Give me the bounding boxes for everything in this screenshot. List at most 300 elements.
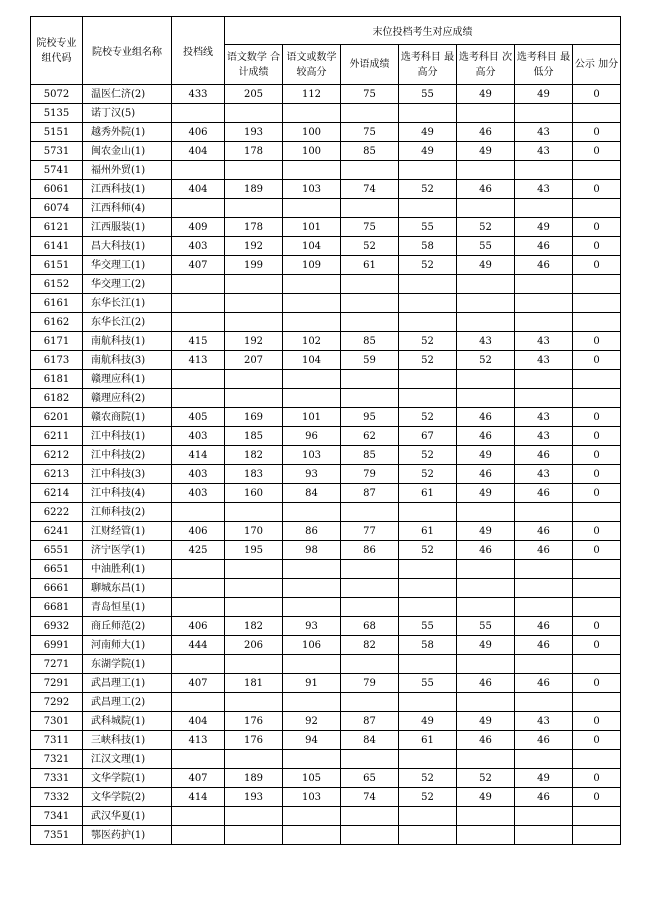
cutoff-score-cell — [172, 750, 225, 769]
chinese-math-total-cell — [225, 275, 283, 294]
table-row — [31, 161, 621, 180]
foreign-language-cell — [341, 807, 399, 826]
group-name-cell: 江中科技(2) — [83, 446, 172, 465]
chinese-math-total-cell — [225, 294, 283, 313]
foreign-language-cell: 65 — [341, 769, 399, 788]
foreign-language-cell — [341, 693, 399, 712]
group-code-cell: 7321 — [31, 750, 83, 769]
group-code-cell: 5741 — [31, 161, 83, 180]
group-code-cell: 6222 — [31, 503, 83, 522]
elective-second-cell — [457, 389, 515, 408]
elective-lowest-cell — [515, 655, 573, 674]
elective-second-cell: 49 — [457, 522, 515, 541]
elective-highest-cell: 61 — [399, 731, 457, 750]
elective-second-cell — [457, 560, 515, 579]
elective-highest-cell — [399, 750, 457, 769]
elective-second-cell — [457, 161, 515, 180]
cutoff-score-cell: 406 — [172, 123, 225, 142]
group-code-cell: 6212 — [31, 446, 83, 465]
chinese-math-total-cell: 176 — [225, 712, 283, 731]
bonus-points-cell: 0 — [573, 522, 621, 541]
chinese-math-total-cell: 192 — [225, 332, 283, 351]
elective-lowest-cell — [515, 579, 573, 598]
elective-highest-cell — [399, 275, 457, 294]
chinese-or-math-higher-cell — [283, 750, 341, 769]
elective-lowest-cell: 43 — [515, 123, 573, 142]
elective-highest-cell: 52 — [399, 541, 457, 560]
group-code-cell: 7331 — [31, 769, 83, 788]
group-code-cell: 6173 — [31, 351, 83, 370]
cutoff-score-cell: 403 — [172, 427, 225, 446]
elective-second-cell: 49 — [457, 446, 515, 465]
bonus-points-cell: 0 — [573, 465, 621, 484]
elective-lowest-cell — [515, 275, 573, 294]
group-code-cell: 6201 — [31, 408, 83, 427]
chinese-math-total-cell — [225, 693, 283, 712]
chinese-or-math-higher-cell — [283, 313, 341, 332]
group-name-cell: 闽农金山(1) — [83, 142, 172, 161]
chinese-or-math-higher-cell: 102 — [283, 332, 341, 351]
group-name-cell: 武科城院(1) — [83, 712, 172, 731]
chinese-or-math-higher-cell: 84 — [283, 484, 341, 503]
chinese-math-total-cell: 193 — [225, 123, 283, 142]
group-code-cell: 7341 — [31, 807, 83, 826]
elective-second-cell: 49 — [457, 85, 515, 104]
foreign-language-cell: 62 — [341, 427, 399, 446]
elective-lowest-cell: 49 — [515, 769, 573, 788]
elective-lowest-cell — [515, 807, 573, 826]
elective-lowest-cell — [515, 104, 573, 123]
table-row — [31, 788, 621, 807]
table-row — [31, 750, 621, 769]
chinese-math-total-cell: 193 — [225, 788, 283, 807]
cutoff-score-cell — [172, 560, 225, 579]
elective-lowest-cell: 43 — [515, 427, 573, 446]
foreign-language-cell: 87 — [341, 712, 399, 731]
elective-lowest-cell — [515, 826, 573, 845]
group-name-cell: 诺丁汉(5) — [83, 104, 172, 123]
chinese-math-total-cell: 182 — [225, 446, 283, 465]
bonus-points-cell: 0 — [573, 636, 621, 655]
foreign-language-cell: 86 — [341, 541, 399, 560]
cutoff-score-cell — [172, 693, 225, 712]
bonus-points-cell — [573, 560, 621, 579]
bonus-points-cell — [573, 807, 621, 826]
elective-highest-cell: 67 — [399, 427, 457, 446]
chinese-or-math-higher-cell: 91 — [283, 674, 341, 693]
table-row — [31, 142, 621, 161]
group-code-cell: 6162 — [31, 313, 83, 332]
group-name-cell: 江西科技(1) — [83, 180, 172, 199]
bonus-points-cell: 0 — [573, 788, 621, 807]
group-code-cell: 7301 — [31, 712, 83, 731]
elective-second-cell: 49 — [457, 484, 515, 503]
chinese-or-math-higher-cell: 101 — [283, 408, 341, 427]
elective-second-cell: 46 — [457, 731, 515, 750]
bonus-points-cell — [573, 655, 621, 674]
cutoff-score-cell: 404 — [172, 180, 225, 199]
group-code-cell: 5135 — [31, 104, 83, 123]
elective-highest-cell: 55 — [399, 85, 457, 104]
chinese-or-math-higher-cell: 94 — [283, 731, 341, 750]
elective-second-cell: 52 — [457, 769, 515, 788]
foreign-language-cell: 85 — [341, 446, 399, 465]
foreign-language-cell: 79 — [341, 674, 399, 693]
group-name-cell: 江中科技(3) — [83, 465, 172, 484]
bonus-points-cell: 0 — [573, 712, 621, 731]
group-code-cell: 6061 — [31, 180, 83, 199]
elective-second-cell: 46 — [457, 465, 515, 484]
table-row — [31, 826, 621, 845]
elective-second-cell — [457, 655, 515, 674]
foreign-language-cell — [341, 579, 399, 598]
table-row — [31, 123, 621, 142]
chinese-or-math-higher-cell: 109 — [283, 256, 341, 275]
elective-second-cell: 46 — [457, 123, 515, 142]
table-row — [31, 199, 621, 218]
table-row — [31, 313, 621, 332]
elective-second-cell — [457, 598, 515, 617]
elective-highest-cell — [399, 560, 457, 579]
chinese-math-total-cell — [225, 560, 283, 579]
elective-lowest-cell: 49 — [515, 85, 573, 104]
chinese-math-total-cell: 189 — [225, 180, 283, 199]
elective-lowest-cell: 43 — [515, 142, 573, 161]
table-row — [31, 275, 621, 294]
group-name-cell: 江西科师(4) — [83, 199, 172, 218]
bonus-points-cell — [573, 294, 621, 313]
foreign-language-cell — [341, 370, 399, 389]
table-row — [31, 294, 621, 313]
cutoff-score-cell — [172, 503, 225, 522]
foreign-language-cell — [341, 389, 399, 408]
group-code-cell: 5072 — [31, 85, 83, 104]
group-name-cell: 商丘师范(2) — [83, 617, 172, 636]
elective-second-cell: 46 — [457, 427, 515, 446]
group-name-cell: 江财经管(1) — [83, 522, 172, 541]
header-foreign-language: 外语成绩 — [341, 45, 399, 85]
group-code-cell: 6161 — [31, 294, 83, 313]
elective-second-cell: 49 — [457, 712, 515, 731]
chinese-or-math-higher-cell: 103 — [283, 180, 341, 199]
table-row — [31, 237, 621, 256]
group-code-cell: 5731 — [31, 142, 83, 161]
elective-second-cell: 49 — [457, 256, 515, 275]
foreign-language-cell — [341, 161, 399, 180]
group-name-cell: 江中科技(1) — [83, 427, 172, 446]
foreign-language-cell — [341, 503, 399, 522]
elective-highest-cell: 52 — [399, 465, 457, 484]
cutoff-score-cell: 407 — [172, 674, 225, 693]
elective-lowest-cell — [515, 370, 573, 389]
table-row — [31, 769, 621, 788]
group-code-cell: 6211 — [31, 427, 83, 446]
elective-lowest-cell — [515, 161, 573, 180]
group-code-cell: 7332 — [31, 788, 83, 807]
elective-highest-cell — [399, 199, 457, 218]
group-name-cell: 青岛恒星(1) — [83, 598, 172, 617]
chinese-math-total-cell — [225, 503, 283, 522]
chinese-math-total-cell — [225, 579, 283, 598]
foreign-language-cell: 84 — [341, 731, 399, 750]
elective-lowest-cell: 43 — [515, 408, 573, 427]
chinese-or-math-higher-cell: 103 — [283, 788, 341, 807]
chinese-or-math-higher-cell — [283, 503, 341, 522]
elective-highest-cell: 58 — [399, 237, 457, 256]
bonus-points-cell: 0 — [573, 237, 621, 256]
group-code-cell: 6932 — [31, 617, 83, 636]
cutoff-score-cell: 413 — [172, 351, 225, 370]
bonus-points-cell: 0 — [573, 218, 621, 237]
chinese-or-math-higher-cell: 98 — [283, 541, 341, 560]
cutoff-score-cell: 403 — [172, 484, 225, 503]
group-name-cell: 河南师大(1) — [83, 636, 172, 655]
elective-second-cell — [457, 275, 515, 294]
elective-highest-cell: 55 — [399, 674, 457, 693]
chinese-or-math-higher-cell: 104 — [283, 351, 341, 370]
elective-highest-cell: 52 — [399, 180, 457, 199]
bonus-points-cell: 0 — [573, 180, 621, 199]
bonus-points-cell — [573, 750, 621, 769]
cutoff-score-cell: 414 — [172, 446, 225, 465]
bonus-points-cell — [573, 693, 621, 712]
foreign-language-cell — [341, 104, 399, 123]
chinese-or-math-higher-cell — [283, 807, 341, 826]
foreign-language-cell: 85 — [341, 332, 399, 351]
foreign-language-cell: 74 — [341, 788, 399, 807]
bonus-points-cell — [573, 313, 621, 332]
chinese-math-total-cell: 178 — [225, 218, 283, 237]
group-name-cell: 武昌理工(2) — [83, 693, 172, 712]
table-row — [31, 560, 621, 579]
table-row — [31, 655, 621, 674]
chinese-math-total-cell — [225, 370, 283, 389]
elective-highest-cell: 49 — [399, 123, 457, 142]
group-name-cell: 南航科技(3) — [83, 351, 172, 370]
header-cutoff-score: 投档线 — [172, 17, 225, 85]
chinese-or-math-higher-cell — [283, 370, 341, 389]
cutoff-score-cell: 433 — [172, 85, 225, 104]
chinese-or-math-higher-cell — [283, 389, 341, 408]
elective-second-cell — [457, 826, 515, 845]
table-row — [31, 712, 621, 731]
chinese-or-math-higher-cell: 93 — [283, 617, 341, 636]
elective-highest-cell — [399, 579, 457, 598]
elective-second-cell: 52 — [457, 351, 515, 370]
elective-highest-cell — [399, 370, 457, 389]
cutoff-score-cell: 414 — [172, 788, 225, 807]
elective-lowest-cell — [515, 503, 573, 522]
chinese-math-total-cell: 160 — [225, 484, 283, 503]
chinese-math-total-cell: 178 — [225, 142, 283, 161]
chinese-math-total-cell: 183 — [225, 465, 283, 484]
elective-second-cell — [457, 313, 515, 332]
elective-second-cell — [457, 750, 515, 769]
elective-lowest-cell: 46 — [515, 541, 573, 560]
chinese-or-math-higher-cell — [283, 104, 341, 123]
elective-highest-cell: 52 — [399, 769, 457, 788]
chinese-math-total-cell: 189 — [225, 769, 283, 788]
cutoff-score-cell: 404 — [172, 142, 225, 161]
table-row — [31, 693, 621, 712]
chinese-math-total-cell: 185 — [225, 427, 283, 446]
bonus-points-cell — [573, 370, 621, 389]
elective-second-cell — [457, 693, 515, 712]
chinese-or-math-higher-cell: 100 — [283, 142, 341, 161]
elective-second-cell: 46 — [457, 180, 515, 199]
group-code-cell: 6074 — [31, 199, 83, 218]
chinese-math-total-cell: 176 — [225, 731, 283, 750]
elective-lowest-cell: 43 — [515, 712, 573, 731]
bonus-points-cell: 0 — [573, 142, 621, 161]
header-group-name: 院校专业组名称 — [83, 17, 172, 85]
elective-second-cell: 55 — [457, 237, 515, 256]
chinese-or-math-higher-cell: 96 — [283, 427, 341, 446]
group-code-cell: 7311 — [31, 731, 83, 750]
elective-highest-cell — [399, 104, 457, 123]
foreign-language-cell: 95 — [341, 408, 399, 427]
table-row — [31, 465, 621, 484]
elective-second-cell: 49 — [457, 636, 515, 655]
elective-highest-cell: 55 — [399, 617, 457, 636]
elective-lowest-cell: 43 — [515, 465, 573, 484]
elective-highest-cell: 52 — [399, 446, 457, 465]
header-elective-lowest: 选考科目 最低分 — [515, 45, 573, 85]
chinese-math-total-cell: 192 — [225, 237, 283, 256]
elective-second-cell — [457, 370, 515, 389]
elective-lowest-cell: 43 — [515, 180, 573, 199]
foreign-language-cell — [341, 313, 399, 332]
bonus-points-cell: 0 — [573, 123, 621, 142]
bonus-points-cell — [573, 104, 621, 123]
chinese-or-math-higher-cell: 92 — [283, 712, 341, 731]
group-name-cell: 赣农商院(1) — [83, 408, 172, 427]
elective-lowest-cell: 43 — [515, 332, 573, 351]
elective-highest-cell — [399, 598, 457, 617]
group-name-cell: 华交理工(1) — [83, 256, 172, 275]
group-name-cell: 鄂医药护(1) — [83, 826, 172, 845]
cutoff-score-cell — [172, 161, 225, 180]
foreign-language-cell — [341, 655, 399, 674]
table-row — [31, 731, 621, 750]
group-name-cell: 江师科技(2) — [83, 503, 172, 522]
bonus-points-cell: 0 — [573, 674, 621, 693]
group-code-cell: 6661 — [31, 579, 83, 598]
cutoff-score-cell: 406 — [172, 617, 225, 636]
elective-lowest-cell — [515, 598, 573, 617]
group-code-cell: 6681 — [31, 598, 83, 617]
header-elective-highest: 选考科目 最高分 — [399, 45, 457, 85]
elective-lowest-cell: 46 — [515, 617, 573, 636]
group-code-cell: 5151 — [31, 123, 83, 142]
foreign-language-cell — [341, 750, 399, 769]
table-row — [31, 389, 621, 408]
bonus-points-cell — [573, 598, 621, 617]
bonus-points-cell: 0 — [573, 541, 621, 560]
group-code-cell: 6141 — [31, 237, 83, 256]
group-name-cell: 江中科技(4) — [83, 484, 172, 503]
group-code-cell: 6151 — [31, 256, 83, 275]
group-code-cell: 6171 — [31, 332, 83, 351]
group-name-cell: 武昌理工(1) — [83, 674, 172, 693]
chinese-or-math-higher-cell — [283, 560, 341, 579]
bonus-points-cell: 0 — [573, 446, 621, 465]
bonus-points-cell — [573, 826, 621, 845]
elective-highest-cell — [399, 655, 457, 674]
chinese-or-math-higher-cell — [283, 655, 341, 674]
foreign-language-cell — [341, 598, 399, 617]
group-name-cell: 三峡科技(1) — [83, 731, 172, 750]
bonus-points-cell: 0 — [573, 769, 621, 788]
group-name-cell: 赣理应科(2) — [83, 389, 172, 408]
elective-highest-cell — [399, 389, 457, 408]
bonus-points-cell: 0 — [573, 351, 621, 370]
cutoff-score-cell — [172, 579, 225, 598]
chinese-math-total-cell: 170 — [225, 522, 283, 541]
chinese-math-total-cell: 195 — [225, 541, 283, 560]
bonus-points-cell — [573, 275, 621, 294]
elective-lowest-cell — [515, 560, 573, 579]
chinese-math-total-cell — [225, 313, 283, 332]
bonus-points-cell: 0 — [573, 731, 621, 750]
header-chinese-math-total: 语文数学 合计成绩 — [225, 45, 283, 85]
foreign-language-cell — [341, 826, 399, 845]
foreign-language-cell — [341, 199, 399, 218]
elective-second-cell — [457, 199, 515, 218]
cutoff-score-cell — [172, 598, 225, 617]
cutoff-score-cell: 409 — [172, 218, 225, 237]
table-row — [31, 484, 621, 503]
foreign-language-cell: 75 — [341, 123, 399, 142]
group-name-cell: 聊城东昌(1) — [83, 579, 172, 598]
chinese-math-total-cell — [225, 199, 283, 218]
foreign-language-cell: 61 — [341, 256, 399, 275]
elective-second-cell: 46 — [457, 541, 515, 560]
elective-highest-cell: 52 — [399, 351, 457, 370]
cutoff-score-cell: 403 — [172, 465, 225, 484]
cutoff-score-cell: 403 — [172, 237, 225, 256]
chinese-or-math-higher-cell — [283, 275, 341, 294]
cutoff-score-cell: 406 — [172, 522, 225, 541]
cutoff-score-cell — [172, 655, 225, 674]
cutoff-score-cell: 415 — [172, 332, 225, 351]
cutoff-score-cell — [172, 294, 225, 313]
group-name-cell: 昌大科技(1) — [83, 237, 172, 256]
elective-lowest-cell: 49 — [515, 218, 573, 237]
bonus-points-cell — [573, 503, 621, 522]
table-row — [31, 503, 621, 522]
foreign-language-cell: 75 — [341, 85, 399, 104]
cutoff-score-cell: 413 — [172, 731, 225, 750]
cutoff-score-cell: 407 — [172, 769, 225, 788]
cutoff-score-cell: 444 — [172, 636, 225, 655]
group-name-cell: 赣理应科(1) — [83, 370, 172, 389]
table-row — [31, 351, 621, 370]
header-bonus-points: 公示 加分 — [573, 45, 621, 85]
elective-lowest-cell — [515, 693, 573, 712]
group-code-cell: 6651 — [31, 560, 83, 579]
group-name-cell: 东华长江(2) — [83, 313, 172, 332]
foreign-language-cell — [341, 275, 399, 294]
chinese-or-math-higher-cell: 103 — [283, 446, 341, 465]
chinese-or-math-higher-cell: 112 — [283, 85, 341, 104]
chinese-math-total-cell — [225, 389, 283, 408]
group-code-cell: 6213 — [31, 465, 83, 484]
cutoff-score-cell — [172, 313, 225, 332]
table-row — [31, 579, 621, 598]
group-code-cell: 6551 — [31, 541, 83, 560]
elective-lowest-cell — [515, 389, 573, 408]
